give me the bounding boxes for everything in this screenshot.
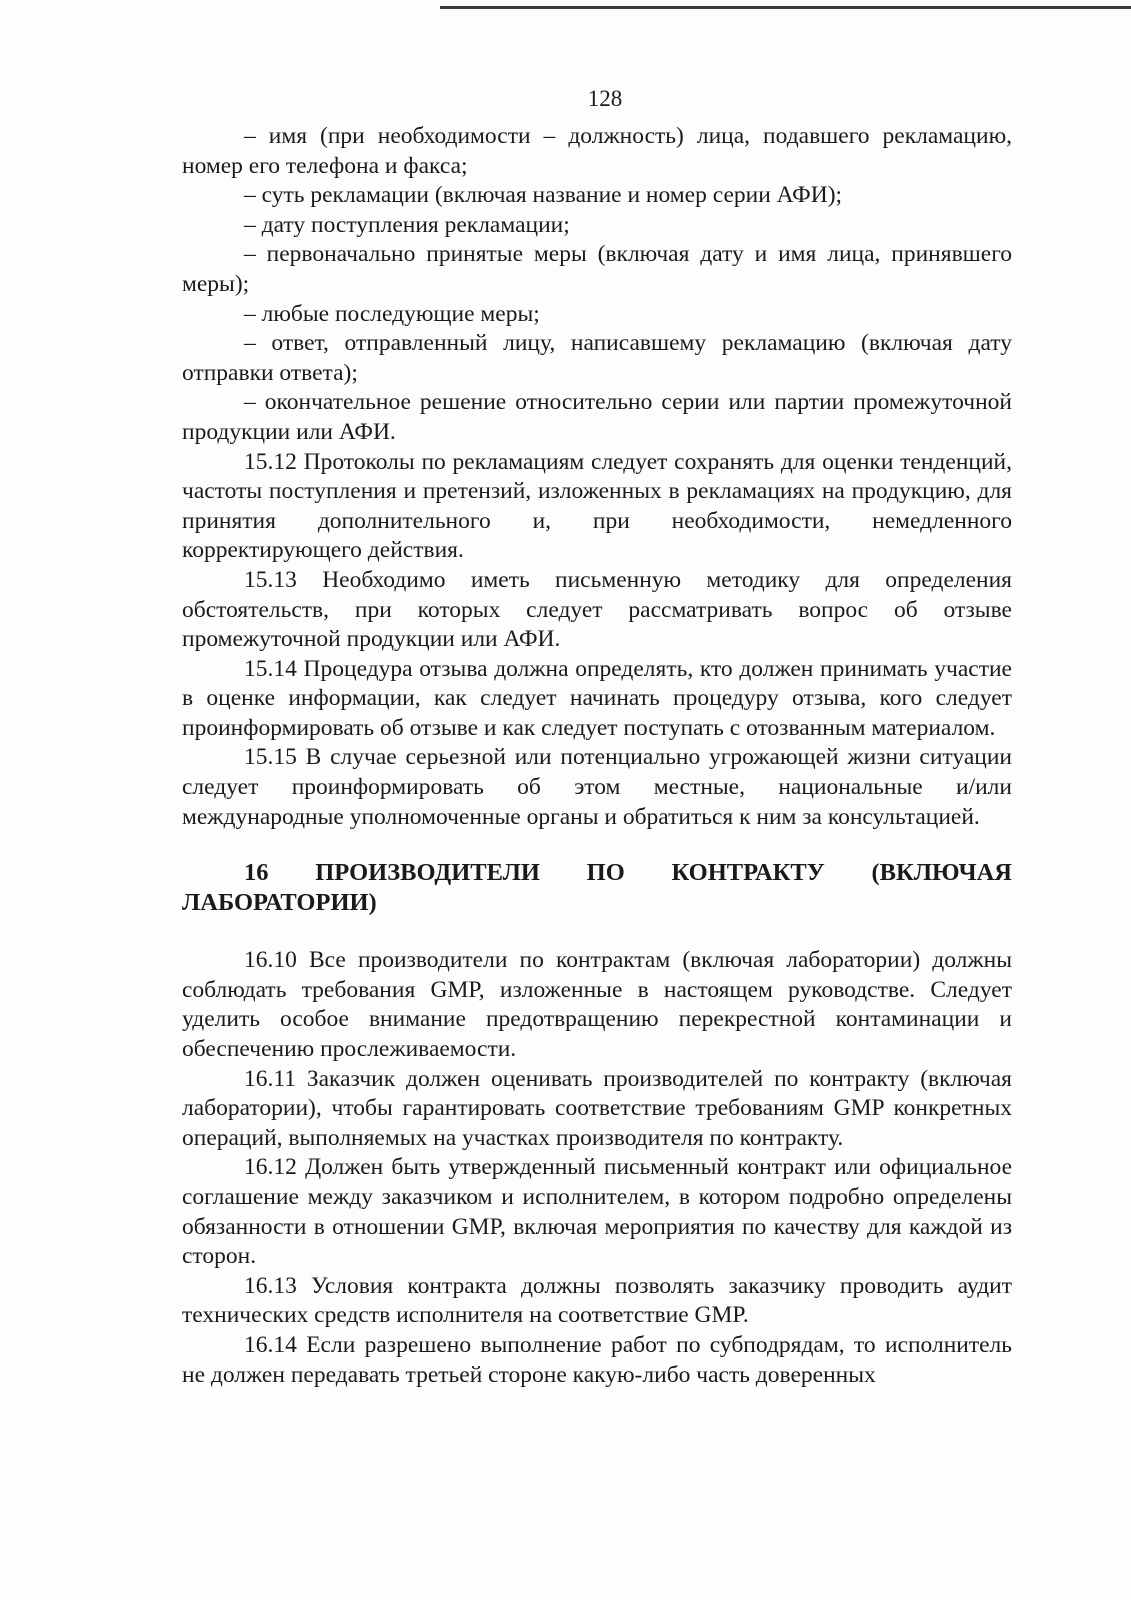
paragraph-16-11: 16.11 Заказчик должен оценивать производителей по контракту (включая лаборатории), чтобы гарантировать соответствие требованиям GMP конкретных операций, выполняемых на участках производителя по контракту. <box>182 1065 1012 1151</box>
list-item: – первоначально принятые меры (включая дату и имя лица, принявшего меры); <box>182 241 1012 297</box>
list-item: – ответ, отправленный лицу, написавшему рекламацию (включая дату отправки ответа); <box>182 330 1012 386</box>
page-number: 128 <box>587 86 623 111</box>
list-item: – имя (при необходимости – должность) лица, подавшего рекламацию, номер его телефона и факса; <box>182 123 1012 179</box>
paragraph-15-14: 15.14 Процедура отзыва должна определять, кто должен принимать участие в оценке информации, как следует начинать процедуру отзыва, кого следует проинформировать об отзыве и как следует поступать с отозванным материалом. <box>182 655 1012 741</box>
list-item: – окончательное решение относительно серии или партии промежуточной продукции или АФИ. <box>182 389 1012 445</box>
top-rule <box>440 6 1131 9</box>
paragraph-16-13: 16.13 Условия контракта должны позволять заказчику проводить аудит технических средств исполнителя на соответствие GMP. <box>182 1272 1012 1329</box>
paragraph-15-15: 15.15 В случае серьезной или потенциально угрожающей жизни ситуации следует проинформировать об этом местные, национальные и/или международные уполномоченные органы и обратиться к ним за консультацией. <box>182 744 1012 830</box>
paragraph-16-14: 16.14 Если разрешено выполнение работ по субподрядам, то исполнитель не должен передавать третьей стороне какую-либо часть доверенных <box>182 1331 1012 1388</box>
paragraph-15-12: 15.12 Протоколы по рекламациям следует сохранять для оценки тенденций, частоты поступления и претензий, изложенных в рекламациях на продукцию, для принятия дополнительного и, при необходимости, немедленного корректирующего действия. <box>182 448 1012 564</box>
spacer <box>182 918 1012 946</box>
paragraph-16-10: 16.10 Все производители по контрактам (включая лаборатории) должны соблюдать требования GMP, изложенные в настоящем руководстве. Следует уделить особое внимание предотвращению перекрестной контаминации и обеспечению прослеживаемости. <box>182 947 1012 1063</box>
page-content <box>182 122 1012 1390</box>
list-item: – любые последующие меры; <box>244 300 540 327</box>
paragraph-15-13: 15.13 Необходимо иметь письменную методику для определения обстоятельств, при которых следует рассматривать вопрос об отзыве промежуточной продукции или АФИ. <box>182 566 1012 653</box>
list-item: – суть рекламации (включая название и номер серии АФИ); <box>244 182 843 209</box>
paragraph-16-12: 16.12 Должен быть утвержденный письменный контракт или официальное соглашение между заказчиком и исполнителем, в котором подробно определены обязанности в отношении GMP, включая мероприятия по качеству для каждой из сторон. <box>182 1154 1012 1270</box>
list-item: – дату поступления рекламации; <box>244 211 570 238</box>
section-heading: 16 ПРОИЗВОДИТЕЛИ ПО КОНТРАКТУ (ВКЛЮЧАЯ ЛАБОРАТОРИИ) <box>182 859 1012 917</box>
